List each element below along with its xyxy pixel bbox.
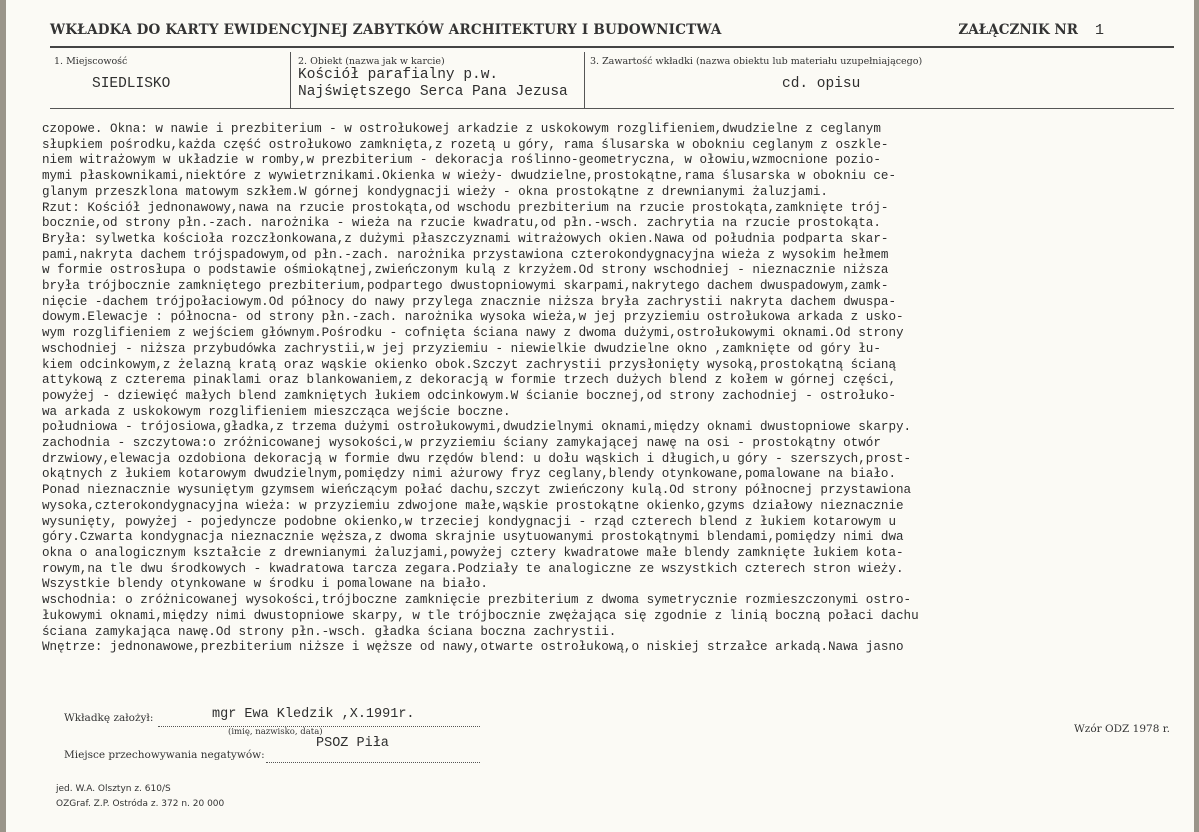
object-value-line1: Kościół parafialny p.w. xyxy=(298,67,499,83)
created-by-hint: (imię, nazwisko, data) xyxy=(228,727,323,737)
location-value: SIEDLISKO xyxy=(92,76,171,92)
text-line: Wnętrze: jednonawowe,prezbiterium niższe i węższe od nawy,otwarte ostrołukową,o niskiej strzałce arkadą.Nawa jasno xyxy=(42,640,904,655)
text-line: wysoka,czterokondygnacyjna wieża: w przyziemiu zdwojone małe,wąskie prostokątne okienko,gzyms działowy nieznacznie xyxy=(42,498,904,513)
text-line: łukowymi oknami,między nimi dwustopniowe skarpy, w tle trójbocznie zwężająca się zgodnie z linią boczną połaci dachu xyxy=(42,608,919,623)
form-title: WKŁADKA DO KARTY EWIDENCYJNEJ ZABYTKÓW ARCHITEKTURY I BUDOWNICTWA xyxy=(50,22,722,38)
text-line: zachodnia - szczytowa:o zróżnicowanej wysokości,w przyziemiu ściany zamykającej nawę na osi - prostokątny otwór xyxy=(42,436,881,451)
text-line: okna o analogicznym kształcie z drewnianymi żaluzjami,powyżej cztery kwadratowe małe blendy zamknięte łukiem kota- xyxy=(42,545,904,560)
header-fields xyxy=(50,52,1174,109)
printer-info-1: jed. W.A. Olsztyn z. 610/S xyxy=(56,784,171,794)
text-line: wysunięty, powyżej - pojedyncze podobne okienko,w trzeciej kondygnacji - rząd czterech blend z łukiem kotarowym u xyxy=(42,514,896,529)
location-label: 1. Miejscowość xyxy=(54,56,128,67)
text-line: okątnych z łukiem kotarowym dwudzielnym,pomiędzy nimi ażurowy fryz ceglany,blendy otynkowane,pomalowane na biało. xyxy=(42,467,896,482)
storage-line xyxy=(266,762,480,763)
text-line: niem witrażowym w układzie w romby,w prezbiterium - dekoracja roślinno-geometryczna, w ołowiu,wzmocnione pozio- xyxy=(42,153,881,168)
text-line: rowym,na tle dwu środkowych - kwadratowa tarcza zegara.Podziały te analogiczne ze wszystkich czterech stron wieży. xyxy=(42,561,904,576)
text-line: słupkiem pośrodku,każda część ostrołukowo zamknięta,z rozetą u góry, rama ślusarska w obokniu ceglanym z oszkle- xyxy=(42,137,889,152)
text-line: Rzut: Kościół jednonawowy,nawa na rzucie prostokąta,od wschodu prezbiterium na rzucie prostokąta,zamknięte trój- xyxy=(42,200,889,215)
text-line: kiem odcinkowym,z żelazną kratą oraz wąskie okienko obok.Szczyt zachrystii przysłonięty wysoką,prostokątną ścianą xyxy=(42,357,896,372)
text-line: Wszystkie blendy otynkowane w środku i pomalowane na biało. xyxy=(42,577,488,592)
text-line: nięcie -dachem trójpołaciowym.Od północy do nawy przylega znacznie niższa bryła zachrystii nakryta dachem dwuspa- xyxy=(42,294,896,309)
description-text xyxy=(42,122,1172,656)
created-by-label: Wkładkę założył: xyxy=(64,712,154,724)
text-line: w formie ostrosłupa o podstawie ośmiokątnej,zwieńczonym kulą z krzyżem.Od strony wschodniej - nieznacznie niższa xyxy=(42,263,889,278)
printer-info-2: OZGraf. Z.P. Ostróda z. 372 n. 20 000 xyxy=(56,799,225,809)
object-value-line2: Najświętszego Serca Pana Jezusa xyxy=(298,84,568,100)
attachment-number: 1 xyxy=(1094,22,1104,39)
text-line: Bryła: sylwetka kościoła rozczłonkowana,z dużymi płaszczyznami witrażowych okien.Nawa od południa podparta skar- xyxy=(42,231,889,246)
created-by-value: mgr Ewa Kledzik ,X.1991r. xyxy=(212,707,415,722)
text-line: mymi płaskownikami,niektóre z wywietrznikami.Okienka w wieży- dwudzielne,prostokątne,rama ślusarska w obokniu ce- xyxy=(42,169,896,184)
text-line: bocznie,od strony płn.-zach. narożnika - wieża na rzucie kwadratu,od płn.-wsch. zachrytia na rzucie prostokąta. xyxy=(42,216,881,231)
text-line: powyżej - dziewięć małych blend zamkniętych łukiem odcinkowym.W ścianie bocznej,od strony zachodniej - ostrołuko- xyxy=(42,388,896,403)
text-line: czopowe. Okna: w nawie i prezbiterium - w ostrołukowej arkadzie z uskokowym rozglifieniem,dwudzielne z ceglanym xyxy=(42,122,881,136)
text-line: glanym przeszklona matowym szkłem.W górnej kondygnacji wieży - okna prostokątne z drewnianymi żaluzjami. xyxy=(42,184,828,199)
text-line: wa arkada z uskokowym rozglifieniem mieszcząca wejście boczne. xyxy=(42,404,511,419)
text-line: attykową z czterema pinaklami oraz blankowaniem,z dekoracją w formie trzech dużych blend z kołem w górnej części, xyxy=(42,373,896,388)
storage-value: PSOZ Piła xyxy=(316,736,389,751)
content-label: 3. Zawartość wkładki (nazwa obiektu lub materiału uzupełniającego) xyxy=(590,56,923,67)
text-line: dowym.Elewacje : północna- od strony płn.-zach. narożnika wysoka wieża,w jej przyziemiu ostrołukowa arkada z usko- xyxy=(42,310,904,325)
content-value: cd. opisu xyxy=(782,76,861,92)
text-line: pami,nakryta dachem trójspadowym,od płn.-zach. narożnika przystawiona czterokondygnacyjna wieża z wysokim hełmem xyxy=(42,247,889,262)
content-field xyxy=(586,52,1174,108)
text-line: wschodnia: o zróżnicowanej wysokości,trójboczne zamknięcie prezbiterium z dwoma symetrycznie rozmieszczonymi ostro- xyxy=(42,593,912,608)
location-field xyxy=(50,52,291,108)
attachment-label: ZAŁĄCZNIK NR xyxy=(958,22,1078,38)
text-line: drzwiowy,elewacja ozdobiona dekoracją w formie dwu rzędów blend: u dołu wąskich i długich,u góry - szerszych,prost- xyxy=(42,451,912,466)
text-line: bryła trójbocznie zamkniętego prezbiterium,podpartego dwustopniowymi skarpami,nakrytego dachem dwuspadowym,zamk- xyxy=(42,279,889,294)
text-line: Ponad nieznacznie wysuniętym gzymsem wieńczącym połać dachu,szczyt zwieńczony kulą.Od strony północnej przystawiona xyxy=(42,483,912,498)
text-line: południowa - trójosiowa,gładka,z trzema dużymi ostrołukowymi,dwudzielnymi oknami,między oknami dwustopniowe skarpy. xyxy=(42,420,912,435)
storage-label: Miejsce przechowywania negatywów: xyxy=(64,749,265,761)
text-line: ściana zamykająca nawę.Od strony płn.-wsch. gładka ściana boczna zachrystii. xyxy=(42,624,617,639)
object-field xyxy=(292,52,585,108)
text-line: wym rozglifieniem z wejściem głównym.Pośrodku - cofnięta ściana nawy z dwoma dużymi,ostrołukowymi oknami.Od strony xyxy=(42,326,904,341)
form-id: Wzór ODZ 1978 r. xyxy=(1074,723,1170,735)
text-line: góry.Czwarta kondygnacja nieznacznie węższa,z dwoma skrajnie usytuowanymi prostokątnymi blendami,pomiędzy nimi dwa xyxy=(42,530,904,545)
object-label: 2. Obiekt (nazwa jak w karcie) xyxy=(298,56,445,67)
text-line: wschodniej - niższa przybudówka zachrystii,w jej przyziemiu - niewielkie dwudzielne okno ,zamknięte od góry łu- xyxy=(42,341,881,356)
card-header xyxy=(50,22,1174,48)
